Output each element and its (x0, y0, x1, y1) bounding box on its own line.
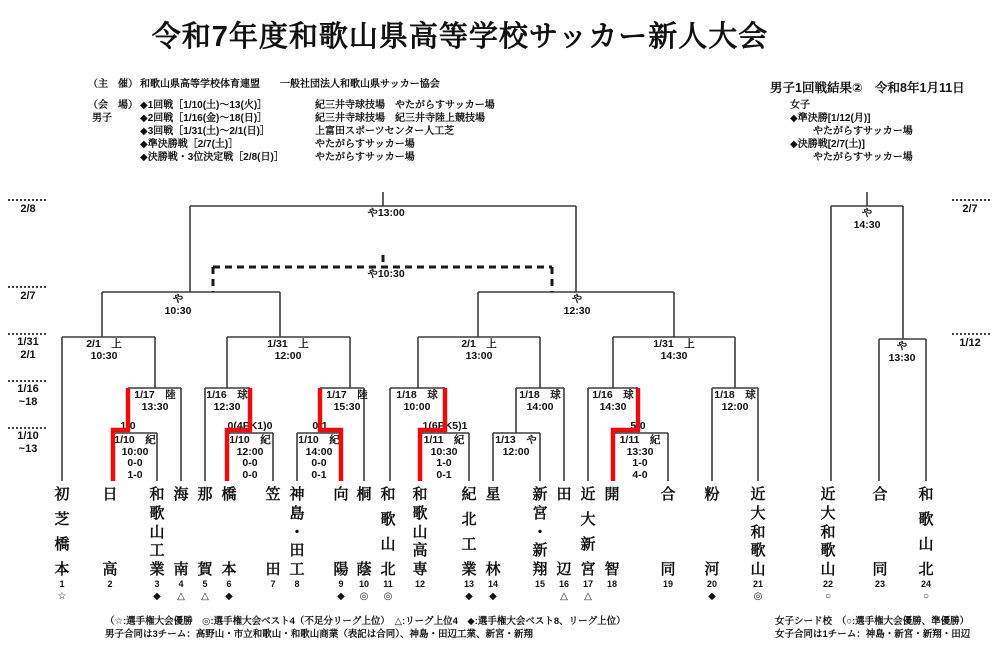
team-name: 橋 本 (221, 486, 237, 578)
team-name: 和 歌 山 北 (380, 486, 396, 578)
team-number: 13 (463, 579, 474, 589)
round1-4-total-score: 1(6PK5)1 (422, 420, 468, 432)
team-seed-symbol: △ (584, 591, 592, 602)
host-label: （主 催） (88, 79, 138, 90)
women-venue-2: やたがらすサッカー場 (813, 152, 913, 163)
team-column-16 (553, 487, 575, 602)
team-number: 3 (154, 579, 160, 589)
legend-note: （☆:選手権大会優勝 ◎:選手権大会ベスト4（不足分リーグ上位） △:リーグ上位4 ◆:選手権大会ベスト8、リーグ上位） (105, 616, 626, 627)
team-column-3 (146, 487, 168, 602)
team-number: 14 (487, 579, 498, 589)
team-name: 和 歌 山 工 業 (149, 486, 165, 578)
team-column-13 (458, 487, 480, 602)
team-name: 近 大 和 歌 山 (820, 486, 836, 578)
team-number: 10 (358, 579, 369, 589)
team-name: 日 高 (102, 486, 118, 578)
team-name: 合 同 (872, 486, 888, 578)
result-note: 男子1回戦結果② 令和8年1月11日 (770, 81, 965, 95)
venue-label: （会 場） (88, 100, 138, 111)
team-column-6 (218, 487, 240, 602)
page-title: 令和7年度和歌山県高等学校サッカー新人大会 (151, 21, 769, 53)
team-column-22 (817, 487, 839, 602)
team-column-14 (482, 487, 504, 602)
team-seed-symbol: ◆ (337, 591, 345, 602)
semifinal-1-label: や 10:30 (164, 293, 192, 317)
team-seed-symbol: ◆ (225, 591, 233, 602)
team-name: 開 智 (604, 486, 620, 578)
round1-4-label: 1/11 紀 10:30 1-0 0-1 (423, 434, 465, 481)
men-round-4: ◆準決勝戦［2/7(土)］ (140, 139, 239, 150)
team-name: 粉 河 (704, 486, 720, 578)
round1-2-label: 1/10 紀 12:00 0-0 0-0 (229, 434, 271, 481)
team-number: 1 (59, 579, 65, 589)
team-number: 12 (414, 579, 425, 589)
team-name: 向 陽 (333, 486, 349, 578)
men-venue-2: 紀三井寺球技場 紀三井寺陸上競技場 (315, 113, 485, 124)
team-column-11 (377, 487, 399, 602)
round2-5-label: 1/18 球 14:00 (519, 389, 561, 413)
team-column-1 (51, 487, 73, 602)
women-round-1: ◆準決勝[1/12(月)] (790, 113, 871, 124)
men-round-5: ◆決勝戦・3位決定戦［2/8(日)］ (140, 152, 284, 163)
women-label: 女子 (790, 100, 810, 111)
team-name: 笠 田 (265, 486, 281, 578)
margin-date-right-feb7: 2/7 (962, 203, 978, 215)
team-seed-symbol: ◎ (753, 591, 763, 602)
round2-7-label: 1/18 球 12:00 (714, 389, 756, 413)
team-number: 2 (107, 579, 113, 589)
team-column-23 (869, 487, 891, 591)
margin-date-right-jan12: 1/12 (959, 337, 981, 349)
round1-6-total-score: 5-0 (630, 420, 646, 432)
team-name: 新 宮 ・ 新 翔 (532, 486, 548, 578)
team-column-17 (577, 487, 599, 602)
team-number: 21 (752, 579, 763, 589)
third-place-match-label: や10:30 (367, 268, 405, 280)
team-column-20 (701, 487, 723, 602)
team-seed-symbol: △ (560, 591, 568, 602)
team-seed-symbol: △ (201, 591, 209, 602)
team-number: 4 (178, 579, 184, 589)
men-venue-5: やたがらすサッカー場 (315, 152, 415, 163)
team-column-8 (286, 487, 308, 591)
margin-date-jan31: 1/31 2/1 (17, 336, 39, 361)
team-number: 18 (606, 579, 617, 589)
men-venue-1: 紀三井寺球技場 やたがらすサッカー場 (315, 100, 495, 111)
men-round-3: ◆3回戦［1/31(土)～2/1(日)］ (140, 126, 270, 137)
team-column-9 (330, 487, 352, 602)
round2-1-label: 1/17 陸 13:30 (134, 389, 176, 413)
team-number: 7 (270, 579, 276, 589)
men-combined-teams-note: 男子合同は3チーム：高野山・市立和歌山・和歌山商業（表記は合同）、神島・田辺工業、新宮・新翔 (105, 629, 534, 640)
team-seed-symbol: ☆ (57, 591, 67, 602)
round2-4-label: 1/18 球 10:00 (396, 389, 438, 413)
team-column-7 (262, 487, 284, 591)
team-number: 20 (706, 579, 717, 589)
men-round-2: ◆2回戦［1/16(金)～18(日)］ (140, 113, 268, 124)
women-combined-teams-note: 女子合同は1チーム：神島・新宮・新翔・田辺 (775, 629, 971, 640)
team-number: 24 (920, 579, 931, 589)
team-name: 和 歌 山 北 (918, 486, 934, 578)
team-column-21 (747, 487, 769, 602)
host-organizations: 和歌山県高等学校体育連盟 一般社団法人和歌山県サッカー協会 (140, 79, 440, 90)
team-number: 16 (558, 579, 569, 589)
margin-date-jan16: 1/16 ~18 (17, 383, 39, 408)
team-seed-symbol: △ (177, 591, 185, 602)
team-number: 22 (822, 579, 833, 589)
team-seed-symbol: ○ (824, 591, 832, 602)
final-match-label: や13:00 (367, 207, 405, 219)
round1-3-total-score: 0-1 (312, 420, 328, 432)
women-round-2: ◆決勝戦[2/7(土)] (790, 139, 865, 150)
quarterfinal-2-label: 1/31 上 12:00 (267, 338, 309, 362)
team-name: 那 賀 (197, 486, 213, 578)
margin-date-feb7: 2/7 (20, 290, 36, 302)
team-seed-symbol: ◆ (489, 591, 497, 602)
team-number: 11 (383, 579, 393, 589)
women-venue-1: やたがらすサッカー場 (813, 126, 913, 137)
team-number: 17 (582, 579, 593, 589)
team-seed-symbol: ◆ (708, 591, 716, 602)
round2-3-label: 1/17 陸 15:30 (326, 389, 368, 413)
team-number: 5 (202, 579, 208, 589)
team-column-10 (353, 487, 375, 602)
team-column-12 (409, 487, 431, 591)
team-name: 海 南 (173, 486, 189, 578)
round2-6-label: 1/16 球 14:30 (592, 389, 634, 413)
men-venue-3: 上富田スポーツセンター人工芝 (315, 126, 455, 137)
round1-1-total-score: 1-0 (120, 420, 136, 432)
team-name: 星 林 (485, 486, 501, 578)
quarterfinal-1-label: 2/1 上 10:30 (86, 338, 122, 362)
team-name: 神 島 ・ 田 工 (289, 486, 305, 578)
team-column-18 (601, 487, 623, 591)
round1-5-label: 1/13 や 12:00 (495, 434, 537, 458)
team-seed-symbol: ◎ (359, 591, 369, 602)
team-seed-symbol: ◎ (383, 591, 393, 602)
team-name: 近 大 新 宮 (580, 486, 596, 578)
women-final-label: や 14:30 (853, 207, 881, 231)
men-venue-4: やたがらすサッカー場 (315, 139, 415, 150)
team-name: 田 辺 (556, 486, 572, 578)
round1-6-label: 1/11 紀 13:30 1-0 4-0 (619, 434, 661, 481)
team-column-24 (915, 487, 937, 602)
team-number: 8 (294, 579, 300, 589)
women-bracket-path (831, 192, 926, 481)
team-column-4 (170, 487, 192, 602)
team-name: 和 歌 山 高 専 (412, 486, 428, 578)
women-seed-note: 女子シード校 （○:選手権大会優勝、準優勝） (775, 616, 970, 627)
team-column-19 (657, 487, 679, 591)
team-name: 初 芝 橋 本 (54, 486, 70, 578)
team-number: 6 (226, 579, 232, 589)
team-name: 紀 北 工 業 (461, 486, 477, 578)
women-semifinal-label: や 13:30 (888, 340, 916, 364)
team-number: 19 (662, 579, 673, 589)
round2-2-label: 1/16 球 12:30 (206, 389, 248, 413)
team-number: 9 (338, 579, 344, 589)
team-number: 23 (874, 579, 885, 589)
men-label: 男子 (92, 113, 112, 124)
margin-date-feb8: 2/8 (20, 203, 36, 215)
team-name: 合 同 (660, 486, 676, 578)
margin-date-jan10: 1/10 ~13 (17, 430, 39, 455)
team-seed-symbol: ◆ (465, 591, 473, 602)
team-name: 桐 蔭 (356, 486, 372, 578)
quarterfinal-4-label: 1/31 上 14:30 (653, 338, 695, 362)
team-seed-symbol: ◆ (153, 591, 161, 602)
round1-2-total-score: 0(4PK1)0 (227, 420, 273, 432)
team-column-2 (99, 487, 121, 591)
men-round-1: ◆1回戦［1/10(土)～13(火)］ (140, 100, 268, 111)
team-column-15 (529, 487, 551, 591)
semifinal-2-label: や 12:30 (563, 293, 591, 317)
quarterfinal-3-label: 2/1 上 13:00 (461, 338, 497, 362)
round1-1-label: 1/10 紀 10:00 0-0 1-0 (114, 434, 156, 481)
round1-3-label: 1/10 紀 14:00 0-0 0-1 (298, 434, 340, 481)
team-seed-symbol: ○ (922, 591, 930, 602)
team-number: 15 (534, 579, 545, 589)
team-name: 近 大 和 歌 山 (750, 486, 766, 578)
team-column-5 (194, 487, 216, 602)
